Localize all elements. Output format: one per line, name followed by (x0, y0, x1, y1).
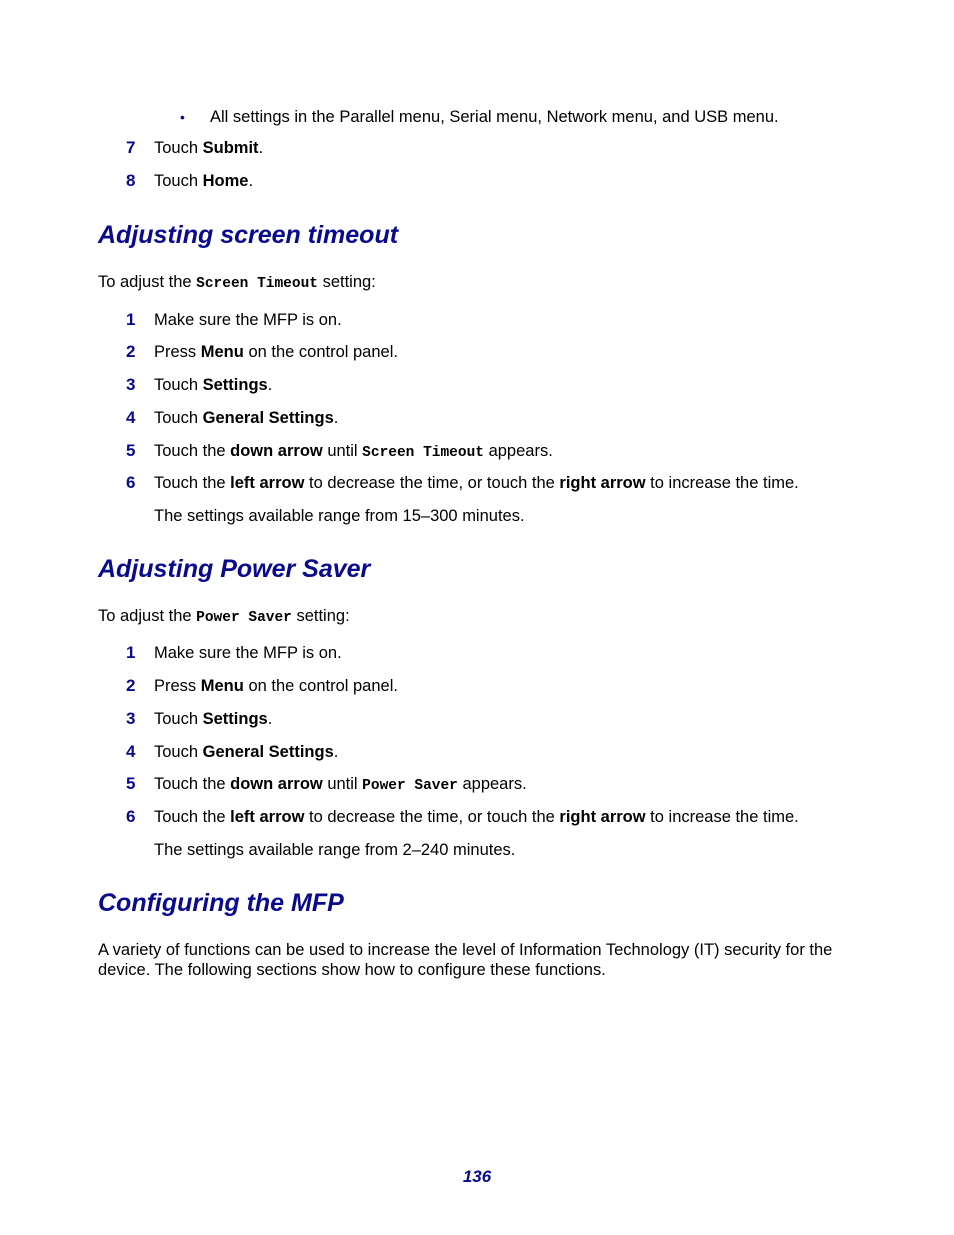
section-paragraph: A variety of functions can be used to increase the level of Information Technology (IT) security for the device. The following sections show how to configure these functions. (98, 941, 833, 979)
step-text: Touch Settings. (154, 710, 273, 728)
step-number: 6 (126, 807, 136, 826)
step-number: 8 (126, 171, 136, 190)
step-number: 4 (126, 742, 136, 761)
step-text: Touch General Settings. (154, 409, 339, 427)
step-note: The settings available range from 2–240 minutes. (154, 841, 516, 859)
step-number: 1 (126, 310, 136, 329)
step-text: Touch the left arrow to decrease the time, or touch the right arrow to increase the time. (154, 808, 799, 826)
step-text: Touch Submit. (154, 139, 264, 157)
step-number: 1 (126, 643, 136, 662)
section-heading: Configuring the MFP (98, 889, 344, 917)
step-number: 2 (126, 342, 136, 361)
page-number: 136 (462, 1167, 492, 1186)
step-number: 6 (126, 473, 136, 492)
step-number: 7 (126, 138, 136, 157)
step-text: Touch the down arrow until Screen Timeout appears. (154, 442, 553, 461)
step-number: 2 (126, 676, 136, 695)
step-text: Touch Settings. (154, 376, 273, 394)
bullet-icon: • (180, 109, 185, 125)
step-text: Make sure the MFP is on. (154, 311, 342, 329)
step-number: 3 (126, 375, 136, 394)
section-intro: To adjust the Screen Timeout setting: (98, 273, 376, 292)
step-note: The settings available range from 15–300 minutes. (154, 507, 525, 525)
step-number: 5 (126, 774, 136, 793)
step-text: Touch the left arrow to decrease the time, or touch the right arrow to increase the time. (154, 474, 799, 492)
step-text: Touch the down arrow until Power Saver appears. (154, 775, 527, 794)
section-intro: To adjust the Power Saver setting: (98, 607, 350, 626)
step-text: Make sure the MFP is on. (154, 644, 342, 662)
step-text: Touch General Settings. (154, 743, 339, 761)
section-heading: Adjusting screen timeout (98, 221, 399, 249)
step-number: 5 (126, 441, 136, 460)
step-text: Press Menu on the control panel. (154, 677, 398, 695)
step-text: Touch Home. (154, 172, 254, 190)
bullet-text: All settings in the Parallel menu, Serial menu, Network menu, and USB menu. (210, 108, 779, 126)
step-number: 4 (126, 408, 136, 427)
step-number: 3 (126, 709, 136, 728)
step-text: Press Menu on the control panel. (154, 343, 398, 361)
section-heading: Adjusting Power Saver (98, 555, 371, 583)
